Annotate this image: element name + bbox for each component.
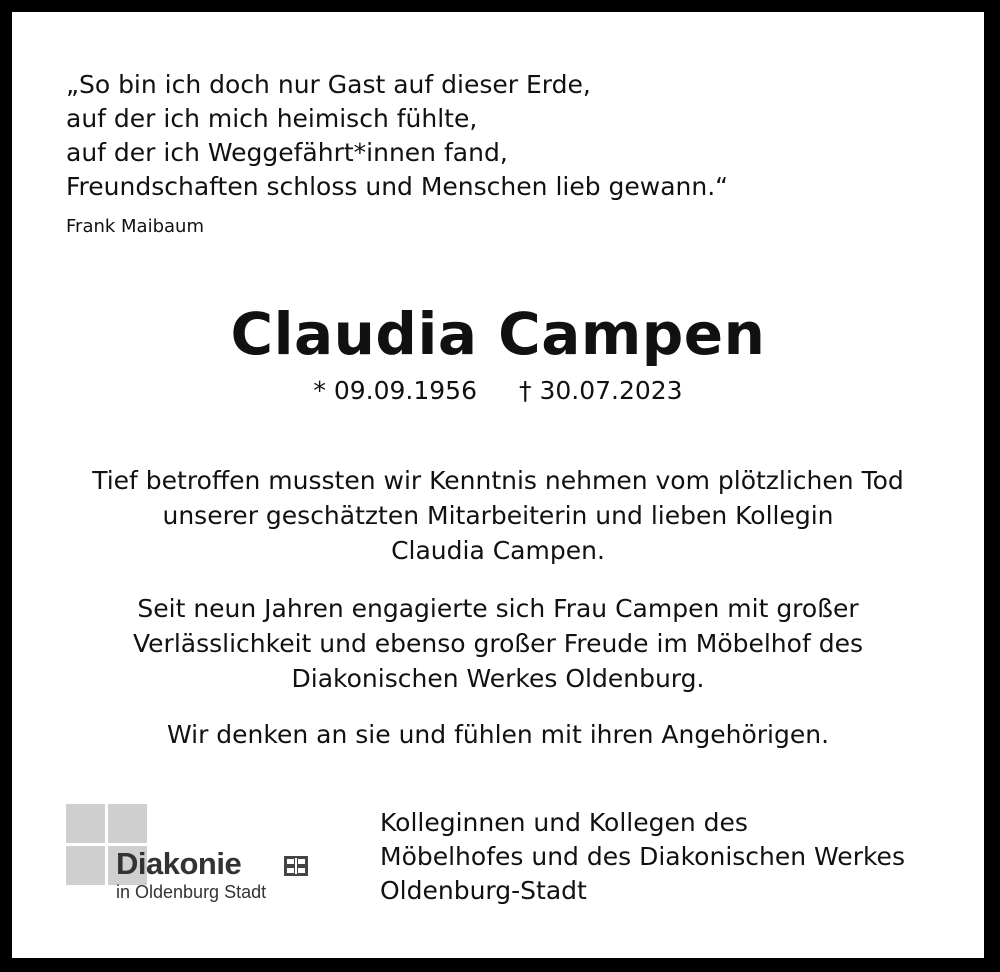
signature-line: Kolleginnen und Kollegen des — [380, 808, 748, 837]
paragraph-line: Wir denken an sie und fühlen mit ihren Angehörigen. — [166, 720, 830, 749]
paragraph-condolence — [12, 463, 984, 568]
paragraph-tribute — [12, 591, 984, 696]
paragraph-line: Tief betroffen mussten wir Kenntnis nehmen vom plötzlichen Tod — [92, 466, 904, 495]
logo-subtitle: in Oldenburg Stadt — [116, 882, 267, 902]
logo-wordmark: Diakonie — [116, 846, 242, 881]
quote-line: auf der ich mich heimisch fühlte, — [66, 104, 478, 133]
diakonie-logo — [66, 804, 316, 914]
paragraph-line: Claudia Campen. — [391, 536, 605, 565]
diakonie-cross-icon — [284, 856, 308, 876]
life-dates — [12, 376, 984, 405]
signature-line: Oldenburg-Stadt — [380, 876, 587, 905]
deceased-name: Claudia Campen — [230, 300, 766, 368]
death-date: † 30.07.2023 — [519, 376, 683, 405]
signature-line: Möbelhofes und des Diakonischen Werkes — [380, 842, 905, 871]
logo-square — [108, 804, 147, 843]
quote-line: auf der ich Weggefährt*innen fand, — [66, 138, 508, 167]
paragraph-line: unserer geschätzten Mitarbeiterin und lieben Kollegin — [162, 501, 834, 530]
logo-square — [66, 804, 105, 843]
paragraph-sympathy — [12, 717, 984, 752]
paragraph-line: Seit neun Jahren engagierte sich Frau Campen mit großer — [137, 594, 859, 623]
quote-block — [66, 68, 728, 204]
quote-line: „So bin ich doch nur Gast auf dieser Erde, — [66, 70, 591, 99]
signature-block — [380, 806, 905, 908]
paragraph-line: Verlässlichkeit und ebenso großer Freude im Möbelhof des — [133, 629, 863, 658]
birth-date: * 09.09.1956 — [313, 376, 477, 405]
quote-line: Freundschaften schloss und Menschen lieb gewann.“ — [66, 172, 729, 201]
obituary-notice — [12, 12, 984, 958]
paragraph-line: Diakonischen Werkes Oldenburg. — [291, 664, 705, 693]
logo-square — [66, 846, 105, 885]
quote-author: Frank Maibaum — [66, 216, 204, 237]
